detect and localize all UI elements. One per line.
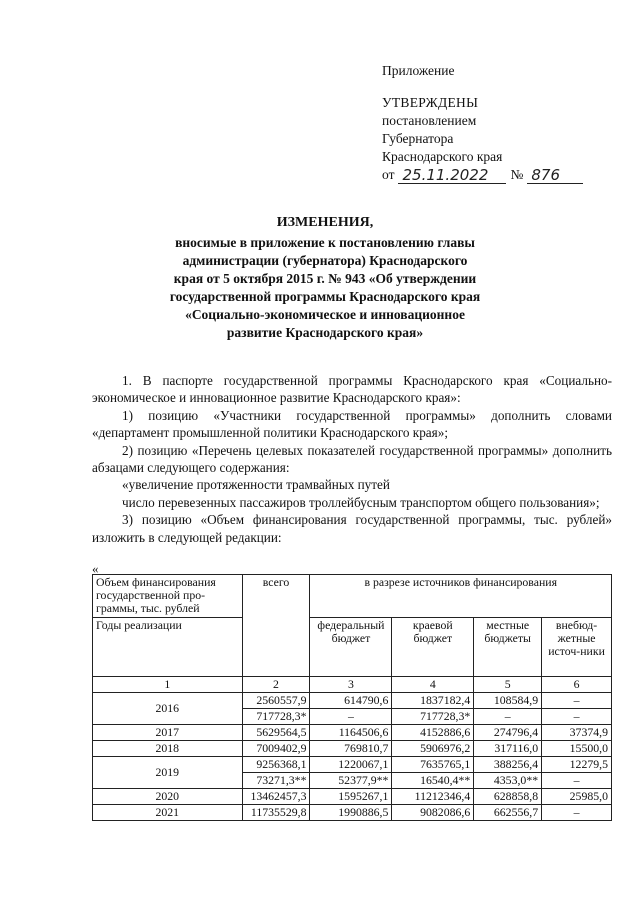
value-cell: 1164506,6 <box>310 725 392 741</box>
table-body <box>93 693 612 821</box>
approval-stamp <box>382 62 587 184</box>
header-cell: краевой бюджет <box>392 618 474 677</box>
header-cell: местные бюджеты <box>474 618 542 677</box>
from-label: от <box>382 167 395 182</box>
approval-line: Краснодарского края <box>382 149 503 164</box>
paragraph: 1. В паспорте государственной программы Краснодарского края «Социально-экономическое и инновационное развитие Краснодарского края»: <box>92 373 612 406</box>
header-cell: внебюд-жетные источ-ники <box>542 618 612 677</box>
table-row <box>93 693 612 709</box>
value-cell: 9082086,6 <box>392 805 474 821</box>
year-cell: 2020 <box>93 789 243 805</box>
value-cell: 717728,3* <box>392 709 474 725</box>
approval-line: постановлением <box>382 113 477 128</box>
column-number: 2 <box>242 677 310 693</box>
document-title <box>80 214 570 342</box>
year-cell: 2019 <box>93 757 243 789</box>
number-label: № <box>510 167 524 182</box>
value-cell: 5906976,2 <box>392 741 474 757</box>
date-number-line <box>382 166 587 184</box>
value-cell: 4152886,6 <box>392 725 474 741</box>
value-cell: 108584,9 <box>474 693 542 709</box>
paragraph: 3) позицию «Объем финансирования государственной программы, тыс. рублей» изложить в следующей редакции: <box>92 512 612 545</box>
value-cell: 628858,8 <box>474 789 542 805</box>
header-cell: Объем финансирования государственной про-граммы, тыс. рублей <box>93 575 243 618</box>
year-cell: 2018 <box>93 741 243 757</box>
year-cell: 2016 <box>93 693 243 725</box>
value-cell: 4353,0** <box>474 773 542 789</box>
value-cell: – <box>542 805 612 821</box>
value-cell: 15500,0 <box>542 741 612 757</box>
value-cell: 9256368,1 <box>242 757 310 773</box>
table-row <box>93 789 612 805</box>
title-heading: ИЗМЕНЕНИЯ, <box>276 215 374 230</box>
value-cell: – <box>474 709 542 725</box>
title-line: государственной программы Краснодарского края <box>169 289 481 304</box>
value-cell: 5629564,5 <box>242 725 310 741</box>
value-cell: 73271,3** <box>242 773 310 789</box>
value-cell: 2560557,9 <box>242 693 310 709</box>
handwritten-date: 25.11.2022 <box>398 167 506 184</box>
value-cell: – <box>542 773 612 789</box>
appendix-label: Приложение <box>382 63 455 78</box>
year-cell: 2021 <box>93 805 243 821</box>
value-cell: – <box>310 709 392 725</box>
value-cell: 12279,5 <box>542 757 612 773</box>
value-cell: 769810,7 <box>310 741 392 757</box>
table-row <box>93 741 612 757</box>
table-row <box>93 725 612 741</box>
header-cell: в разрезе источников финансирования <box>310 575 612 618</box>
value-cell: 11212346,4 <box>392 789 474 805</box>
value-cell: 16540,4** <box>392 773 474 789</box>
title-line: вносимые в приложение к постановлению главы <box>175 235 475 250</box>
value-cell: 614790,6 <box>310 693 392 709</box>
value-cell: 1990886,5 <box>310 805 392 821</box>
header-cell: Годы реализации <box>93 618 243 677</box>
handwritten-number: 876 <box>527 167 583 184</box>
column-number-row <box>93 677 612 693</box>
table-header-row <box>93 618 612 677</box>
column-number: 3 <box>310 677 392 693</box>
table-row <box>93 757 612 773</box>
header-cell: федеральный бюджет <box>310 618 392 677</box>
column-number: 5 <box>474 677 542 693</box>
value-cell: 662556,7 <box>474 805 542 821</box>
value-cell: 388256,4 <box>474 757 542 773</box>
title-line: администрации (губернатора) Краснодарского <box>182 253 468 268</box>
financing-table <box>92 574 612 821</box>
paragraph: число перевезенных пассажиров троллейбусным транспортом общего пользования»; <box>122 494 600 510</box>
table-header-row <box>93 575 612 618</box>
value-cell: 1837182,4 <box>392 693 474 709</box>
paragraph: 2) позицию «Перечень целевых показателей государственной программы» дополнить абзацами следующего содержания: <box>92 442 612 476</box>
value-cell: – <box>542 709 612 725</box>
value-cell: 7635765,1 <box>392 757 474 773</box>
approval-line: Губернатора <box>382 131 454 146</box>
value-cell: 317116,0 <box>474 741 542 757</box>
title-line: «Социально-экономическое и инновационное <box>185 307 465 322</box>
table-row <box>93 805 612 821</box>
title-line: развитие Краснодарского края» <box>226 325 424 340</box>
value-cell: 52377,9** <box>310 773 392 789</box>
value-cell: 11735529,8 <box>242 805 310 821</box>
value-cell: 274796,4 <box>474 725 542 741</box>
value-cell: 1220067,1 <box>310 757 392 773</box>
value-cell: – <box>542 693 612 709</box>
header-cell: всего <box>242 575 310 677</box>
column-number: 6 <box>542 677 612 693</box>
value-cell: 37374,9 <box>542 725 612 741</box>
value-cell: 717728,3* <box>242 709 310 725</box>
value-cell: 25985,0 <box>542 789 612 805</box>
value-cell: 1595267,1 <box>310 789 392 805</box>
column-number: 1 <box>93 677 243 693</box>
paragraph: 1) позицию «Участники государственной программы» дополнить словами «департамент промышленной политики Краснодарского края»; <box>92 407 612 441</box>
paragraph: «увеличение протяженности трамвайных путей <box>122 477 390 493</box>
value-cell: 13462457,3 <box>242 789 310 805</box>
title-line: края от 5 октября 2015 г. № 943 «Об утверждении <box>173 271 477 286</box>
approved-label: УТВЕРЖДЕНЫ <box>382 95 479 110</box>
document-body <box>92 372 612 546</box>
opening-quote: « <box>92 561 99 576</box>
column-number: 4 <box>392 677 474 693</box>
value-cell: 7009402,9 <box>242 741 310 757</box>
year-cell: 2017 <box>93 725 243 741</box>
